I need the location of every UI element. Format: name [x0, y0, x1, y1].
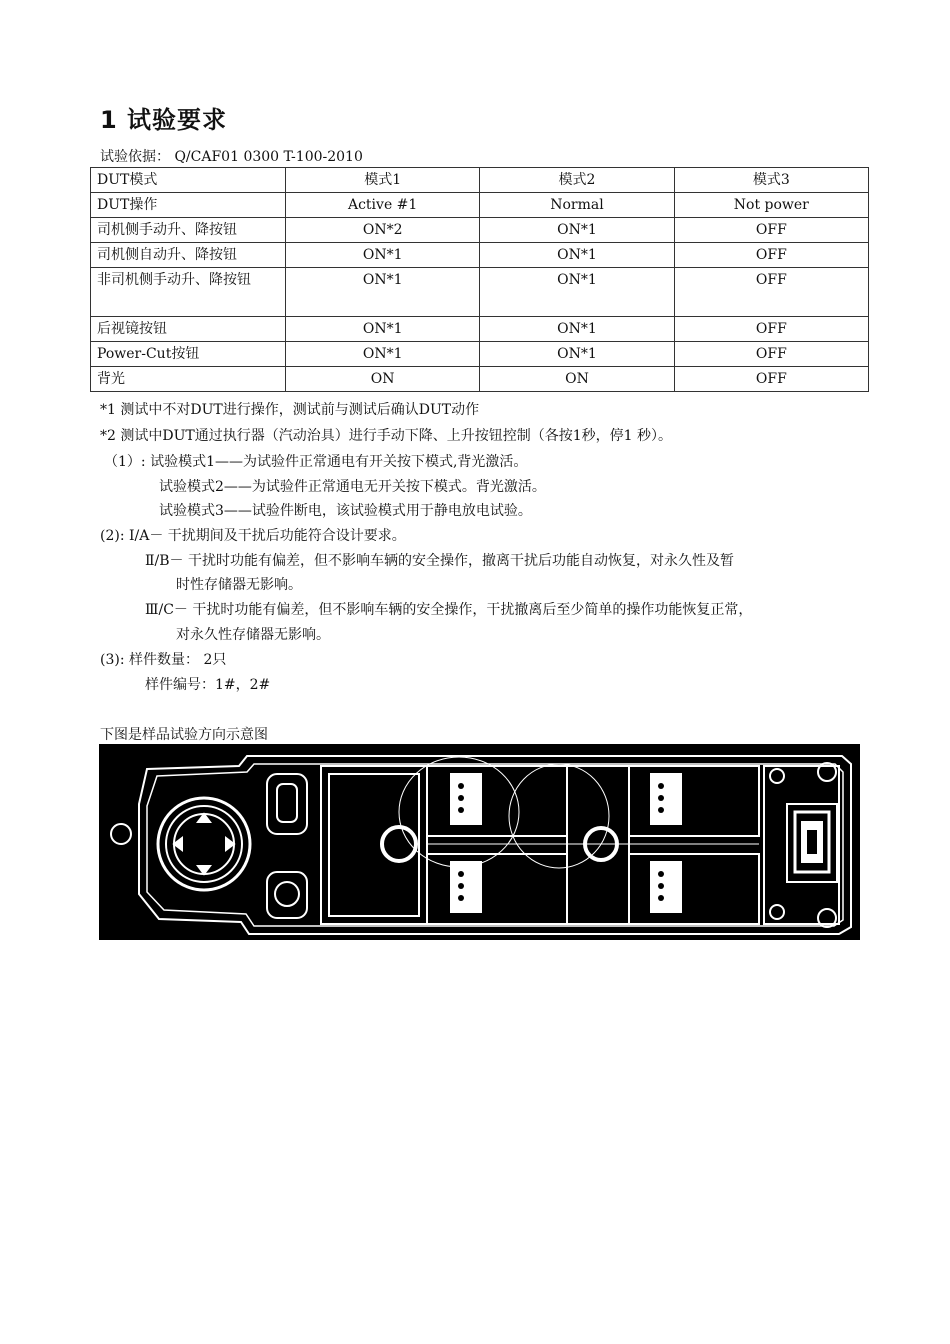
table-row — [91, 218, 869, 243]
section-heading: 1 试验要求 — [100, 106, 228, 134]
table-cell: OFF — [674, 367, 868, 392]
table-cell: ON*1 — [480, 317, 674, 342]
table-row — [91, 243, 869, 268]
table-cell: OFF — [674, 243, 868, 268]
note-2: *2 测试中DUT通过执行器（汽动治具）进行手动下降、上升按钮控制（各按1秒，停1 秒）。 — [100, 428, 672, 444]
criteria-2: Ⅱ/B－ 干扰时功能有偏差，但不影响车辆的安全操作，撤离干扰后功能自动恢复，对永久性及暂 — [145, 553, 734, 569]
table-cell: ON*1 — [480, 218, 674, 243]
criteria-3: Ⅲ/C－ 干扰时功能有偏差，但不影响车辆的安全操作，干扰撤离后至少简单的操作功能恢复正常， — [145, 602, 753, 618]
table-cell: OFF — [674, 268, 868, 317]
table-cell: 非司机侧手动升、降按钮 — [91, 268, 286, 317]
table-row — [91, 193, 869, 218]
table-header-cell: DUT模式 — [91, 168, 286, 193]
table-cell: ON*1 — [480, 243, 674, 268]
table-header-cell: 模式3 — [674, 168, 868, 193]
table-cell: ON*2 — [286, 218, 480, 243]
table-cell: ON*1 — [286, 243, 480, 268]
sample-ids: 样件编号：1#，2# — [145, 677, 271, 693]
table-cell: 后视镜按钮 — [91, 317, 286, 342]
table-cell: ON*1 — [480, 342, 674, 367]
table-cell: Power-Cut按钮 — [91, 342, 286, 367]
criteria-2-cont: 时性存储器无影响。 — [176, 577, 302, 593]
table-cell: ON*1 — [286, 268, 480, 317]
test-basis: 试验依据： Q/CAF01 0300 T-100-2010 — [100, 149, 363, 165]
sample-orientation-diagram — [99, 744, 860, 940]
table-cell: 背光 — [91, 367, 286, 392]
table-header-cell: 模式2 — [480, 168, 674, 193]
table-cell: OFF — [674, 317, 868, 342]
table-row — [91, 367, 869, 392]
table-cell: OFF — [674, 342, 868, 367]
table-cell: ON*1 — [286, 342, 480, 367]
mode-desc-3: 试验模式3——试验件断电，该试验模式用于静电放电试验。 — [159, 503, 532, 519]
mode-desc-1: （1）: 试验模式1——为试验件正常通电有开关按下模式,背光激活。 — [104, 454, 528, 470]
criteria-1: (2): Ⅰ/A－ 干扰期间及干扰后功能符合设计要求。 — [100, 528, 406, 544]
pcb-outline-drawing — [99, 744, 860, 940]
figure-caption: 下图是样品试验方向示意图 — [100, 727, 268, 743]
table-cell: ON — [480, 367, 674, 392]
criteria-3-cont: 对永久性存储器无影响。 — [176, 627, 330, 643]
table-header-row — [91, 168, 869, 193]
table-cell: Active #1 — [286, 193, 480, 218]
table-cell: ON — [286, 367, 480, 392]
mode-table — [90, 167, 869, 392]
table-cell: DUT操作 — [91, 193, 286, 218]
table-row — [91, 268, 869, 317]
table-cell: ON*1 — [480, 268, 674, 317]
table-cell: 司机侧自动升、降按钮 — [91, 243, 286, 268]
table-header-cell: 模式1 — [286, 168, 480, 193]
table-cell: ON*1 — [286, 317, 480, 342]
mode-desc-2: 试验模式2——为试验件正常通电无开关按下模式。背光激活。 — [159, 479, 546, 495]
table-row — [91, 342, 869, 367]
table-cell: 司机侧手动升、降按钮 — [91, 218, 286, 243]
table-cell: Not power — [674, 193, 868, 218]
table-row — [91, 317, 869, 342]
table-cell: Normal — [480, 193, 674, 218]
table-cell: OFF — [674, 218, 868, 243]
sample-count: (3): 样件数量： 2只 — [100, 652, 227, 668]
note-1: *1 测试中不对DUT进行操作，测试前与测试后确认DUT动作 — [100, 402, 480, 418]
